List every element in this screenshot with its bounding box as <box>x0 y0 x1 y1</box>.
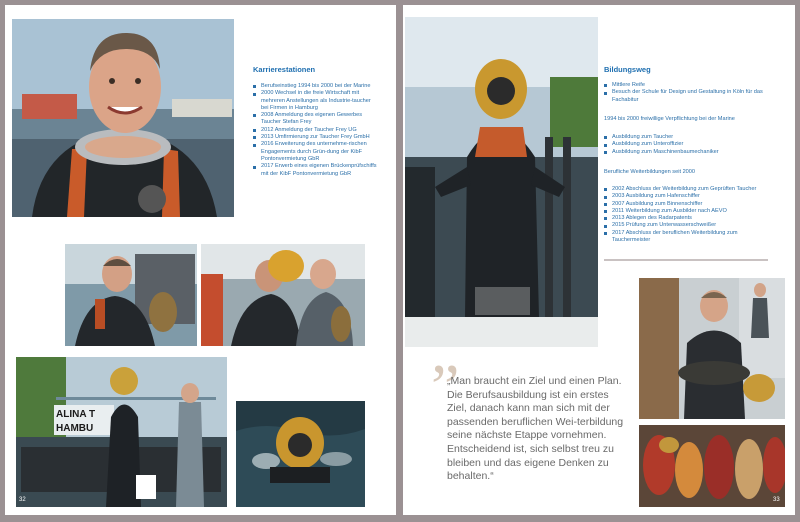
portrait-photo <box>12 19 234 217</box>
education-heading: Bildungsweg <box>604 65 651 74</box>
helmet-fitting-photo <box>201 244 365 346</box>
list-item: 2016 Erweiterung des unternehme-rischen Engagements durch Grün-dung der KibF Pontonvermietung GbR <box>253 141 379 163</box>
list-item: 2013 Ablegen des Radarpatents <box>604 215 776 222</box>
list-item: Ausbildung zum Unteroffizier <box>604 141 774 148</box>
list-item: Berufseinstieg 1994 bis 2000 bei der Marine <box>253 83 379 90</box>
career-list <box>253 83 379 178</box>
further-training-line: Berufliche Weiterbildungen seit 2000 <box>604 169 696 175</box>
boat-lettering: HAMBU <box>56 423 94 434</box>
diver-ladder-photo <box>405 17 598 347</box>
navy-list <box>604 134 774 156</box>
list-item: 2007 Ausbildung zum Binnenschiffer <box>604 201 776 208</box>
page-number: 33 <box>773 497 780 503</box>
list-item: Ausbildung zum Taucher <box>604 134 774 141</box>
list-item: 2000 Wechsel in die freie Wirtschaft mit mehreren Anstellungen als Industrie-taucher bei Firmen in Hamburg <box>253 90 379 112</box>
diver-in-water-photo <box>236 401 365 507</box>
boat-lettering: ALINA T <box>56 409 96 420</box>
list-item: 2012 Anmeldung der Taucher Frey UG <box>253 127 379 134</box>
list-divider <box>604 259 768 261</box>
list-item: Mittlere Reife <box>604 82 774 89</box>
ropes-photo <box>639 425 785 507</box>
school-list <box>604 82 774 104</box>
career-heading: Karrierestationen <box>253 65 316 74</box>
page-number: 32 <box>19 497 26 503</box>
list-item: Ausbildung zum Maschinenbaumechaniker <box>604 149 774 156</box>
list-item: 2017 Abschluss der beruflichen Weiterbildung zum Tauchermeister <box>604 230 776 245</box>
further-training-list <box>604 186 776 244</box>
navy-line: 1994 bis 2000 freiwillige Verpflichtung bei der Marine <box>604 116 735 122</box>
quote-mark: ” <box>431 351 460 422</box>
list-item: Besuch der Schule für Design und Gestaltung in Köln für das Fachabitur <box>604 89 774 104</box>
boat-photo <box>16 357 227 507</box>
list-item: 2003 Ausbildung zum Hafenschiffer <box>604 193 776 200</box>
left-page <box>5 5 396 515</box>
dressing-photo <box>65 244 197 346</box>
list-item: 2008 Anmeldung des eigenen Gewerbes Taucher Stefan Frey <box>253 112 379 127</box>
seated-diver-photo <box>639 278 785 419</box>
list-item: 2013 Umfirmierung zur Taucher Frey GmbH <box>253 134 379 141</box>
pull-quote: „Man braucht ein Ziel und einen Plan. Die Berufsausbildung ist ein erstes Ziel, danach kann man sich mit der passenden beruflichen Wei-terbildung seine nächste Etappe vornehmen. Entscheidend ist, sich selbst treu zu bleiben und das eigene Denken zu behalten.“ <box>447 375 624 483</box>
list-item: 2015 Prüfung zum Unterwasserschweißer <box>604 222 776 229</box>
right-page <box>403 5 795 515</box>
list-item: 2017 Erwerb eines eigenen Brückenprüfschiffs mit der KibF Pontonvermietung GbR <box>253 163 379 178</box>
list-item: 2002 Abschluss der Weiterbildung zum Geprüften Taucher <box>604 186 776 193</box>
list-item: 2011 Weiterbildung zum Ausbilder nach AEVO <box>604 208 776 215</box>
